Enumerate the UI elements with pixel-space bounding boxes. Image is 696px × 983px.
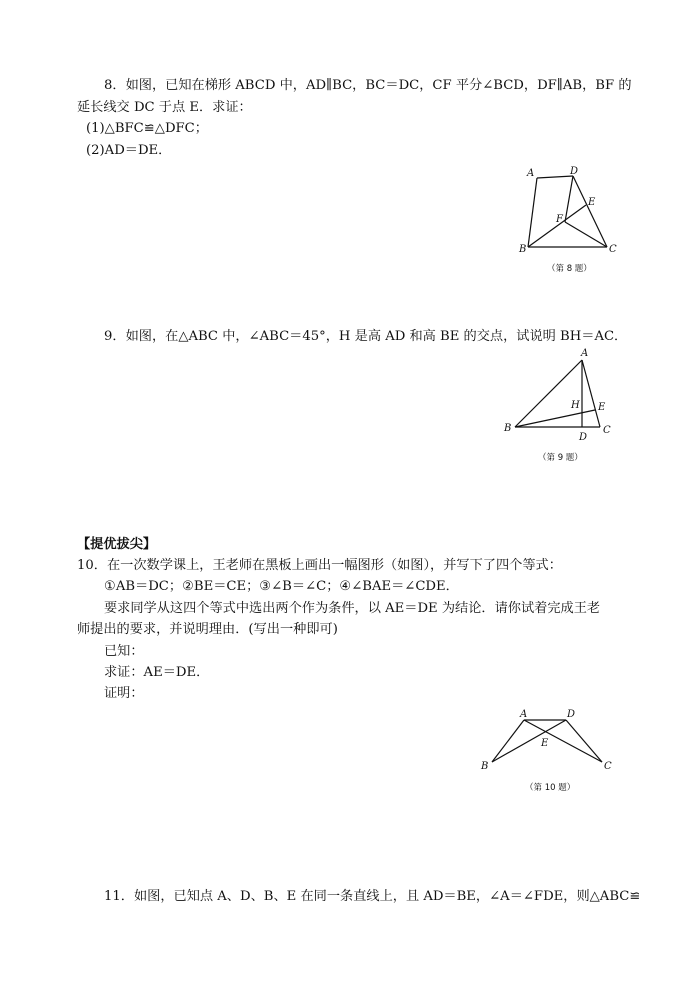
q8-label-a: A — [527, 168, 535, 179]
q10-prove: 求证：AE＝DE． — [104, 665, 210, 680]
q10-label-d: D — [567, 709, 576, 720]
q10-given: 已知： — [104, 644, 144, 659]
q8-figure — [510, 160, 620, 280]
q10-segment-dc — [566, 720, 602, 762]
q9-label-a: A — [581, 348, 589, 359]
q8-label-c: C — [609, 244, 617, 255]
q9-line-1: 9．如图，在△ABC 中，∠ABC＝45°，H 是高 AD 和高 BE 的交点，试说明 BH＝AC． — [104, 329, 628, 344]
q10-line-3: 要求同学从这四个等式中选出两个作为条件，以 AE＝DE 为结论．请你试着完成王老 — [104, 601, 601, 616]
section-title: 【提优拔尖】 — [77, 537, 157, 552]
q8-line-2: 延长线交 DC 于点 E．求证： — [77, 100, 252, 115]
q8-segment-ab — [528, 178, 537, 247]
q9-caption: （第 9 题） — [538, 453, 583, 463]
q9-label-b: B — [504, 423, 512, 434]
q8-part-2: (2)AD＝DE． — [86, 143, 172, 158]
q8-label-d: D — [570, 166, 579, 177]
q10-segment-db — [492, 720, 566, 762]
q10-segment-ab — [492, 720, 524, 762]
q8-caption: （第 8 题） — [547, 264, 592, 274]
q8-label-f: F — [556, 214, 563, 225]
q10-segment-ac — [524, 720, 602, 762]
q10-figure — [478, 700, 628, 800]
q10-line-2: ①AB＝DC；②BE＝CE；③∠B＝∠C；④∠BAE＝∠CDE． — [104, 579, 459, 594]
q9-figure — [500, 342, 620, 467]
q10-caption: （第 10 题） — [525, 783, 576, 793]
q11-line-1: 11．如图，已知点 A、D、B、E 在同一条直线上，且 AD＝BE，∠A＝∠FDE，则△ABC≌ — [104, 889, 641, 904]
q10-line-1: 10．在一次数学课上，王老师在黑板上画出一幅图形（如图），并写下了四个等式： — [77, 558, 562, 573]
q8-line-1: 8．如图，已知在梯形 ABCD 中，AD∥BC，BC＝DC，CF 平分∠BCD，DF∥AB，BF 的 — [104, 78, 632, 93]
q10-label-e: E — [541, 738, 549, 749]
q9-label-c: C — [603, 425, 611, 436]
q8-label-e: E — [588, 197, 596, 208]
q10-label-b: B — [481, 761, 489, 772]
q9-segment-be — [515, 410, 595, 427]
q9-label-d: D — [579, 432, 588, 443]
q10-line-4: 师提出的要求，并说明理由．(写出一种即可) — [77, 622, 338, 637]
q8-segment-ad — [537, 176, 573, 178]
q8-label-b: B — [519, 244, 527, 255]
q10-label-a: A — [520, 709, 528, 720]
q8-segment-be — [528, 205, 586, 247]
q9-segment-ab — [515, 360, 582, 427]
q10-proof: 证明： — [104, 686, 144, 701]
q9-label-h: H — [571, 400, 580, 411]
q10-label-c: C — [604, 761, 612, 772]
q8-part-1: (1)△BFC≌△DFC； — [86, 121, 208, 136]
q9-segment-ac — [582, 360, 600, 427]
q9-label-e: E — [598, 402, 606, 413]
